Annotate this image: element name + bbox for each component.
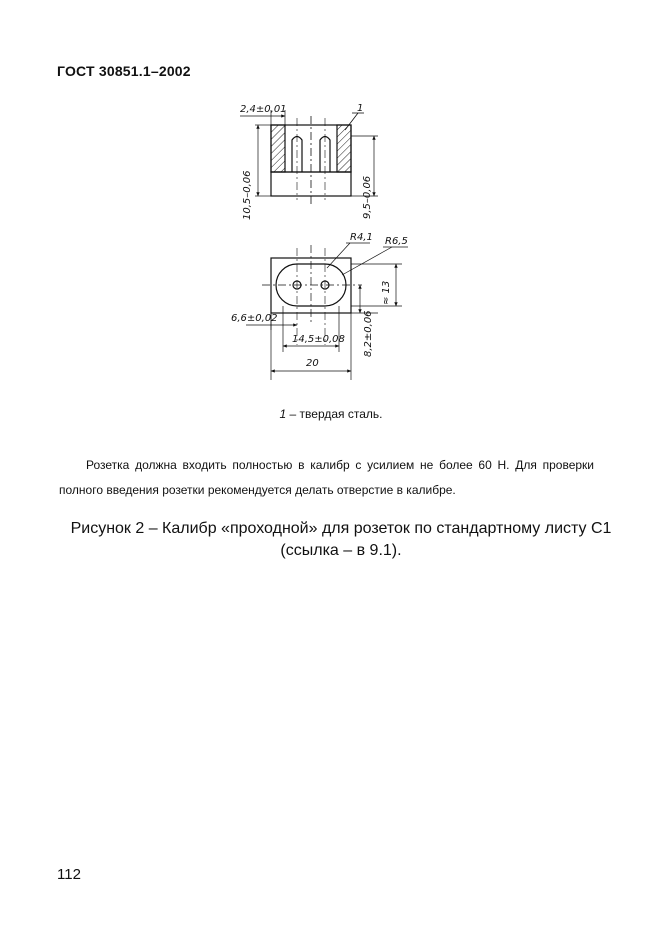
dim-width: 20 [306,358,319,369]
legend-text: – твердая сталь. [286,407,383,421]
figure-legend [0,407,662,421]
legend-number: 1 [279,407,287,421]
dim-depth: 8,2±0,06 [363,310,374,357]
gauge-section-view [240,110,378,205]
dim-approx-13: ≈ 13 [381,280,392,305]
dim-offset: 6,6±0,02 [231,313,278,324]
radius-large-label: R6,5 [385,236,408,247]
gauge-plan-view [246,243,408,380]
body-paragraph: Розетка должна входить полностью в калибр с усилием не более 60 Н. Для проверки полного введения розетки рекомендуется делать отверстие в калибре. [59,458,594,497]
dim-wall-thickness: 2,4±0,01 [240,104,287,115]
figure-caption: Рисунок 2 – Калибр «проходной» для розеток по стандартному листу С1 (ссылка – в 9.1). [70,520,612,559]
callout-1: 1 [357,103,364,114]
dim-total-height: 10,5–0,06 [242,170,253,220]
dim-slot-height: 9,5–0,06 [362,175,373,219]
dim-pin-spacing: 14,5±0,08 [292,334,345,345]
radius-small-label: R4,1 [350,232,373,243]
document-header: ГОСТ 30851.1–2002 [57,63,191,79]
page-number: 112 [57,866,81,883]
